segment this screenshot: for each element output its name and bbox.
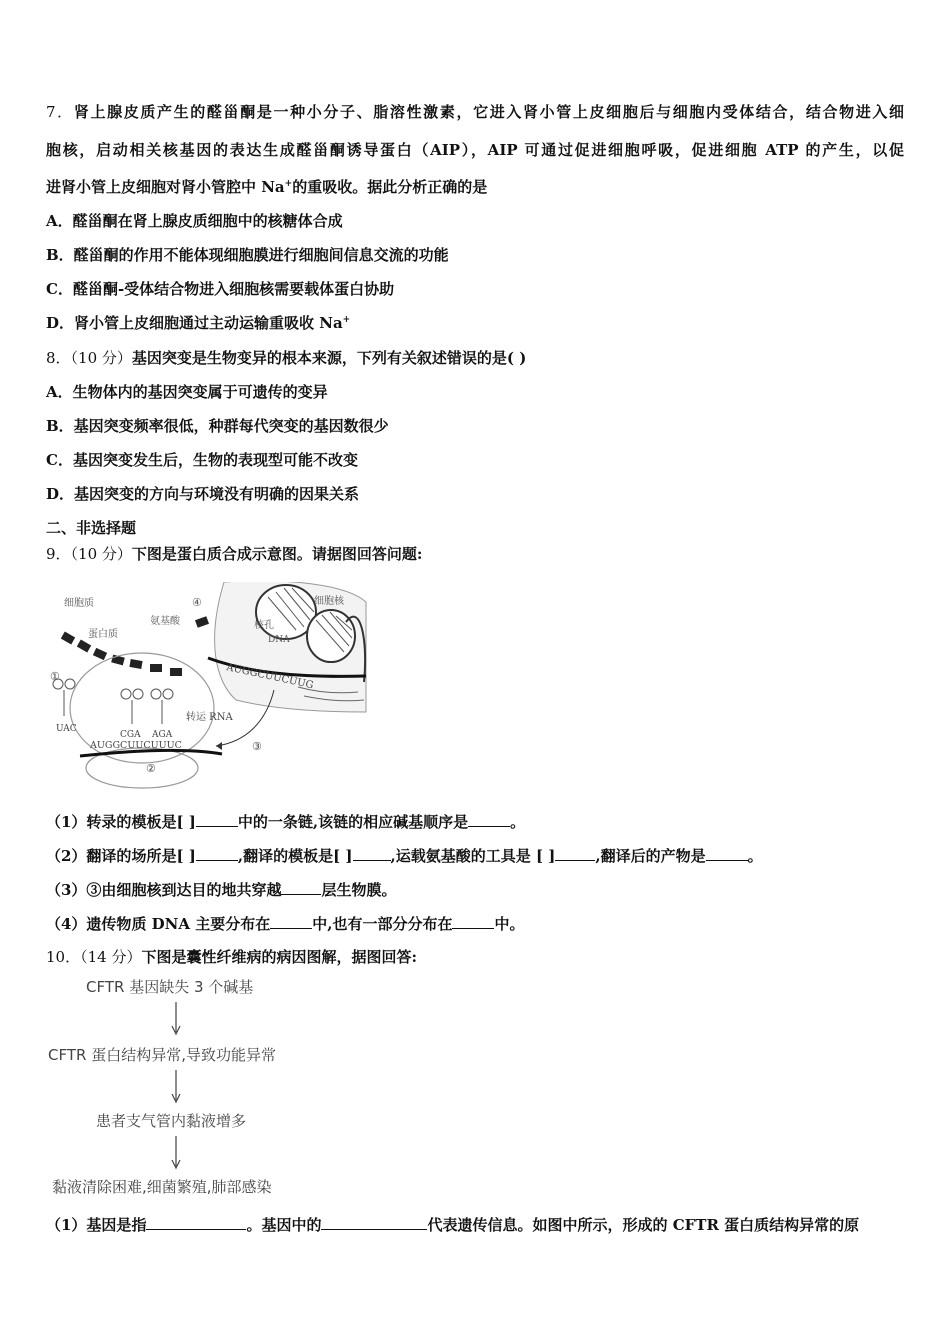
mrna-ribosome-sequence: AUGGCUUCUUUC — [90, 740, 182, 751]
anticodon-uac: UAC — [56, 724, 77, 734]
q8-option-c: C．基因突变发生后，生物的表现型可能不改变 — [46, 451, 358, 469]
q10-part1: （1）基因是指 。基因中的 代表遗传信息。如图中所示，形成的 CFTR 蛋白质结构异常的原 — [46, 1216, 860, 1234]
marker-1: ① — [50, 670, 60, 683]
q7-option-a: A．醛甾酮在肾上腺皮质细胞中的核糖体合成 — [46, 212, 343, 230]
q9-stem: 9．（10 分）下图是蛋白质合成示意图。请据图回答问题: — [46, 545, 423, 563]
cystic-fibrosis-flowchart — [46, 974, 326, 1204]
answer-blank[interactable] — [555, 845, 595, 861]
answer-blank[interactable] — [452, 913, 494, 929]
q7-option-c: C．醛甾酮-受体结合物进入细胞核需要载体蛋白协助 — [46, 280, 395, 298]
flow-step-4: 黏液清除困难,细菌繁殖,肺部感染 — [52, 1178, 272, 1196]
q9-part3: （3）③由细胞核到达目的地共穿越 层生物膜。 — [46, 881, 397, 899]
answer-blank[interactable] — [706, 845, 748, 861]
answer-blank[interactable] — [353, 845, 391, 861]
q7-stem-line1: 7．肾上腺皮质产生的醛甾酮是一种小分子、脂溶性激素，它进入肾小管上皮细胞后与细胞内受体结合，结合物进入细 — [46, 103, 904, 121]
protein-synthesis-diagram — [46, 582, 368, 792]
flow-step-1: CFTR 基因缺失 3 个碱基 — [86, 978, 254, 996]
answer-blank[interactable] — [196, 811, 238, 827]
q7-option-b: B．醛甾酮的作用不能体现细胞膜进行细胞间信息交流的功能 — [46, 246, 449, 264]
section-title: 二、非选择题 — [46, 519, 137, 537]
answer-blank[interactable] — [468, 811, 510, 827]
q7-stem-line2: 胞核，启动相关核基因的表达生成醛甾酮诱导蛋白（AIP），AIP 可通过促进细胞呼吸，促进细胞 ATP 的产生，以促 — [46, 141, 904, 159]
q7-number: 7． — [46, 103, 74, 121]
q9-part2: （2）翻译的场所是[ ] ,翻译的模板是[ ] ,运载氨基酸的工具是 [ ] ,翻译后的产物是 。 — [46, 847, 763, 865]
flow-step-2: CFTR 蛋白结构异常,导致功能异常 — [48, 1046, 276, 1064]
label-dna: DNA — [268, 635, 290, 645]
answer-blank[interactable] — [146, 1214, 246, 1230]
dna-helix-loop-2 — [307, 610, 355, 662]
label-trna: 转运 RNA — [186, 712, 233, 723]
q9-part4: （4）遗传物质 DNA 主要分布在 中,也有一部分分布在 中。 — [46, 915, 525, 933]
answer-blank[interactable] — [270, 913, 312, 929]
polypeptide-chain — [61, 616, 209, 676]
marker-4: ④ — [192, 596, 202, 609]
anticodon-cga: CGA — [120, 730, 141, 740]
q7-option-d: D．肾小管上皮细胞通过主动运输重吸收 Na+ — [46, 314, 351, 332]
answer-blank[interactable] — [196, 845, 238, 861]
q8-option-b: B．基因突变频率很低，种群每代突变的基因数很少 — [46, 417, 389, 435]
label-amino-acid: 氨基酸 — [150, 616, 180, 627]
mrna-nucleus-sequence: AUGGCUUCUUG — [225, 662, 315, 692]
marker-3: ③ — [252, 740, 262, 753]
label-cytoplasm: 细胞质 — [64, 598, 94, 609]
q9-part1: （1）转录的模板是[ ] 中的一条链,该链的相应碱基顺序是 。 — [46, 813, 526, 831]
label-protein: 蛋白质 — [88, 629, 118, 640]
label-nuclear-pore: 核孔 — [254, 620, 274, 631]
label-nucleus: 细胞核 — [314, 596, 344, 607]
q10-stem: 10．（14 分）下图是囊性纤维病的病因图解，据图回答: — [46, 948, 417, 966]
flow-step-3: 患者支气管内黏液增多 — [96, 1112, 247, 1130]
marker-2: ② — [146, 762, 156, 775]
q7-stem-line3: 进肾小管上皮细胞对肾小管腔中 Na+的重吸收。据此分析正确的是 — [46, 178, 488, 196]
mrna-ribosome — [80, 750, 222, 756]
q8-option-a: A．生物体内的基因突变属于可遗传的变异 — [46, 383, 328, 401]
answer-blank[interactable] — [321, 1214, 427, 1230]
q8-option-d: D．基因突变的方向与环境没有明确的因果关系 — [46, 485, 360, 503]
answer-blank[interactable] — [281, 879, 321, 895]
q8-stem: 8．（10 分）基因突变是生物变异的根本来源，下列有关叙述错误的是( ) — [46, 349, 527, 367]
anticodon-aga: AGA — [152, 730, 173, 740]
